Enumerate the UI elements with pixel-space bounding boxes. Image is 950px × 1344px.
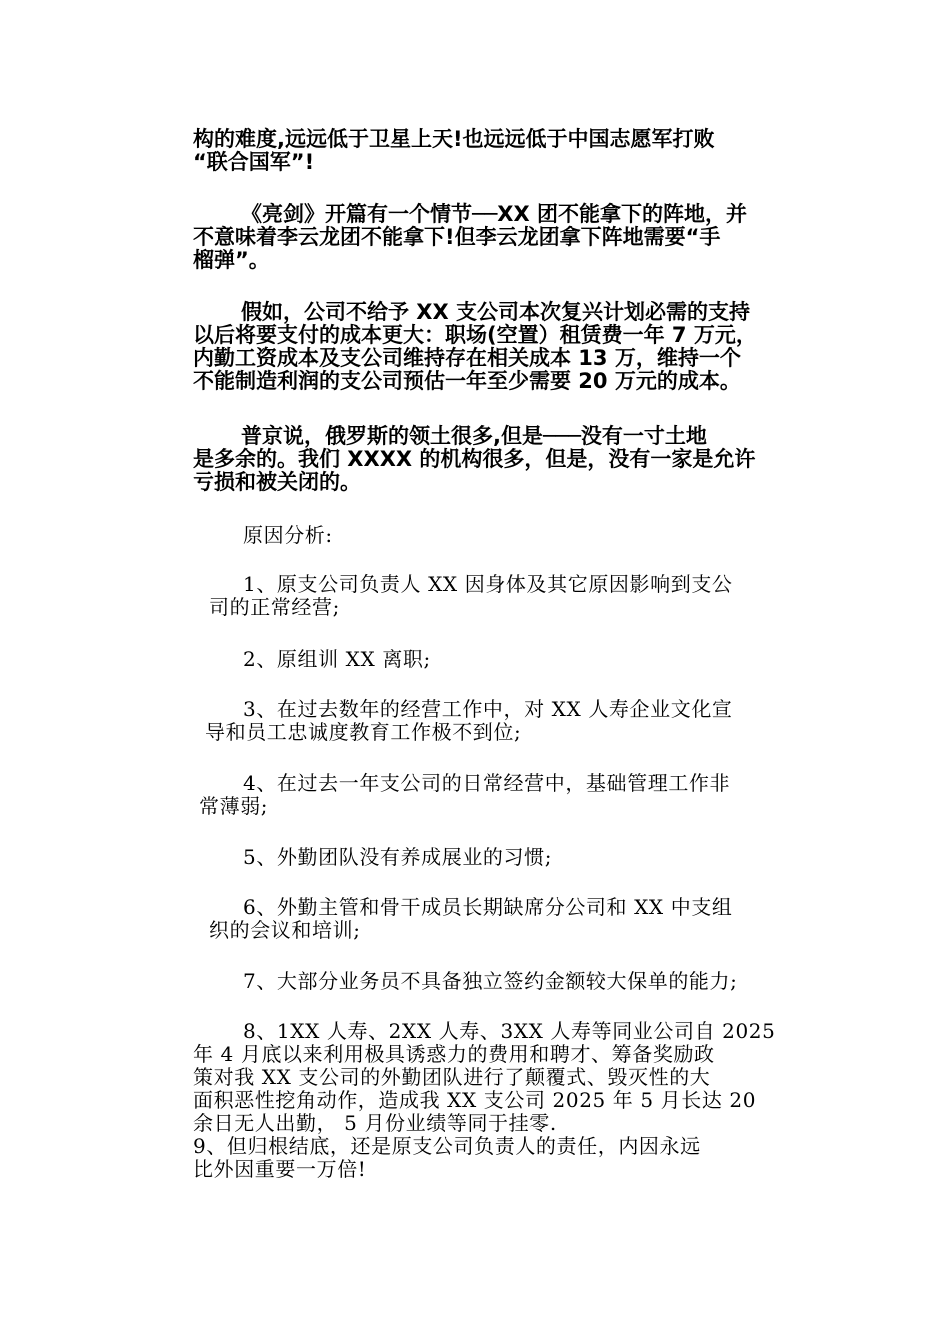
text-line: 不能制造利润的支公司预估一年至少需要 20 万元的成本。 [193,369,741,393]
text-line: 导和员工忠诚度教育工作极不到位; [205,720,522,744]
text-line: 是多余的。我们 XXXX 的机构很多，但是，没有一家是允许 [193,447,756,471]
text-line: 8、1XX 人寿、2XX 人寿、3XX 人寿等同业公司自 2025 [243,1019,776,1043]
paragraph-liangjian [193,203,833,272]
list-item-5 [193,846,833,869]
text-line: 《亮剑》开篇有一个情节──XX 团不能拿下的阵地，并 [241,202,747,226]
paragraph-cost [193,301,833,393]
text-line: 内勤工资成本及支公司维持存在相关成本 13 万，维持一个 [193,346,741,370]
list-item-7 [193,970,833,993]
text-line: 普京说，俄罗斯的领土很多,但是───没有一寸土地 [241,424,707,448]
list-item-2 [193,648,833,671]
text-line: 5、外勤团队没有养成展业的习惯; [243,845,553,869]
text-line: 构的难度,远远低于卫星上天!也远远低于中国志愿军打败 [193,127,715,151]
text-line: 原因分析: [243,523,333,547]
text-line: 2、原组训 XX 离职; [243,647,431,671]
text-line: 面积恶性挖角动作，造成我 XX 支公司 2025 年 5 月长达 20 [193,1088,757,1112]
list-item-1 [193,573,833,619]
text-line: 比外因重要一万倍! [193,1157,367,1181]
list-item-4 [193,772,833,818]
paragraph-difficulty [193,128,833,174]
text-line: 策对我 XX 支公司的外勤团队进行了颠覆式、毁灭性的大 [193,1065,711,1089]
text-line: 7、大部分业务员不具备独立签约金额较大保单的能力; [243,969,738,993]
text-line: 6、外勤主管和骨干成员长期缺席分公司和 XX 中支组 [243,895,733,919]
text-line: 常薄弱; [199,794,269,818]
text-line: 3、在过去数年的经营工作中，对 XX 人寿企业文化宣 [243,697,733,721]
text-line: 余日无人出勤， 5 月份业绩等同于挂零. [193,1111,557,1135]
text-line: 不意味着李云龙团不能拿下!但李云龙团拿下阵地需要“手 [193,225,721,249]
text-line: 以后将要支付的成本更大：职场(空置）租赁费一年 7 万元， [193,323,757,347]
list-item-8-9 [193,1020,833,1181]
text-line: 织的会议和培训; [209,918,361,942]
text-line: “联合国军”! [193,150,315,174]
text-line: 司的正常经营; [209,595,340,619]
list-item-3 [193,698,833,744]
section-heading-cause-analysis [193,524,833,547]
text-line: 年 4 月底以来利用极具诱惑力的费用和聘才、筹备奖励政 [193,1042,715,1066]
text-line: 亏损和被关闭的。 [193,470,361,494]
text-line: 1、原支公司负责人 XX 因身体及其它原因影响到支公 [243,572,733,596]
list-item-6 [193,896,833,942]
text-line: 榴弹”。 [193,248,270,272]
text-line: 假如，公司不给予 XX 支公司本次复兴计划必需的支持 [241,300,751,324]
paragraph-putin [193,425,833,494]
text-line: 4、在过去一年支公司的日常经营中，基础管理工作非 [243,771,731,795]
text-line: 9、但归根结底，还是原支公司负责人的责任，内因永远 [193,1134,701,1158]
